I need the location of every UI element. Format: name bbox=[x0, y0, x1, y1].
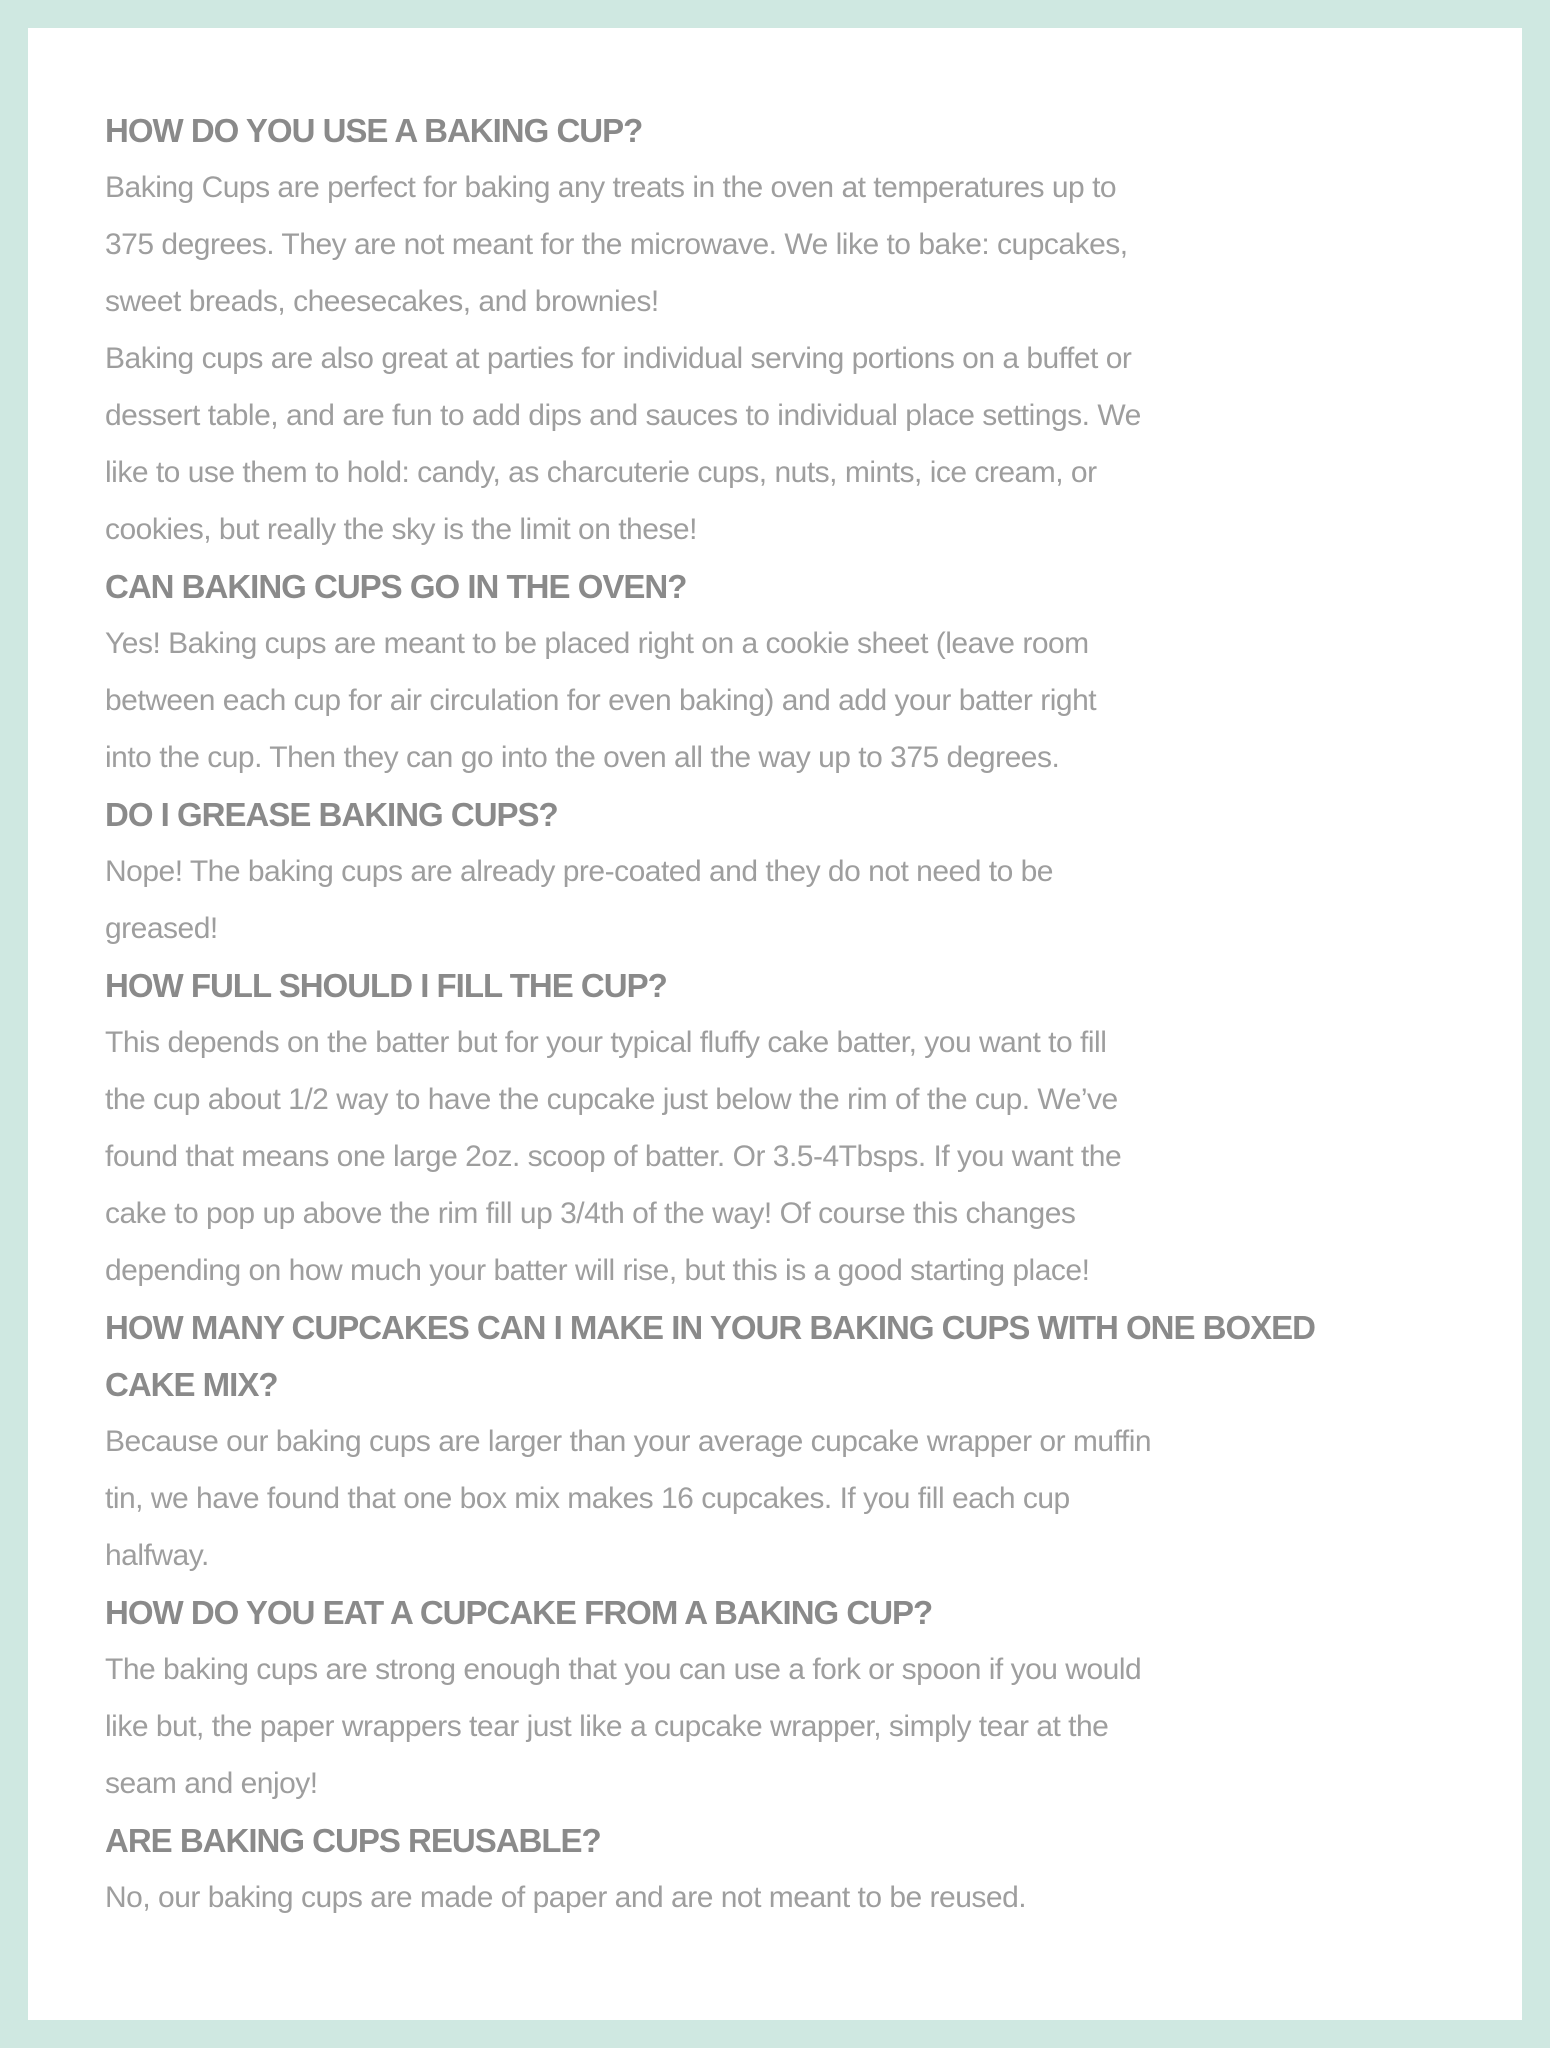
faq-question: ARE BAKING CUPS REUSABLE? bbox=[105, 1822, 601, 1859]
faq-item bbox=[105, 957, 1492, 1299]
faq-item bbox=[105, 1584, 1492, 1812]
faq-page bbox=[28, 28, 1522, 2020]
faq-answer: Baking Cups are perfect for baking any treats in the oven at temperatures up to 375 degrees. They are not meant for the microwave. We like to bake: cupcakes, sweet breads, cheesecakes, and brownies! bbox=[105, 171, 1128, 318]
faq-answer: Nope! The baking cups are already pre-coated and they do not need to be greased! bbox=[105, 855, 1053, 945]
faq-answer: The baking cups are strong enough that you can use a fork or spoon if you would like but, the paper wrappers tear just like a cupcake wrapper, simply tear at the seam and enjoy! bbox=[105, 1653, 1142, 1800]
faq-item bbox=[105, 558, 1492, 786]
faq-question: HOW MANY CUPCAKES CAN I MAKE IN YOUR BAKING CUPS WITH ONE BOXED CAKE MIX? bbox=[105, 1309, 1316, 1403]
faq-question: HOW DO YOU USE A BAKING CUP? bbox=[105, 112, 643, 149]
faq-question: DO I GREASE BAKING CUPS? bbox=[105, 796, 558, 833]
faq-item bbox=[105, 102, 1492, 558]
faq-question: HOW FULL SHOULD I FILL THE CUP? bbox=[105, 967, 667, 1004]
faq-question: HOW DO YOU EAT A CUPCAKE FROM A BAKING CUP? bbox=[105, 1594, 933, 1631]
faq-answer: No, our baking cups are made of paper and are not meant to be reused. bbox=[105, 1881, 1027, 1914]
faq-answer: Because our baking cups are larger than your average cupcake wrapper or muffin tin, we have found that one box mix makes 16 cupcakes. If you fill each cup halfway. bbox=[105, 1425, 1152, 1572]
faq-item bbox=[105, 1812, 1492, 1926]
faq-answer: Baking cups are also great at parties for individual serving portions on a buffet or dessert table, and are fun to add dips and sauces to individual place settings. We like to use them to hold: candy, as charcuterie cups, nuts, mints, ice cream, or cookies, but really the sky is the limit on these! bbox=[105, 342, 1141, 546]
faq-item bbox=[105, 786, 1492, 957]
faq-answer: This depends on the batter but for your typical fluffy cake batter, you want to fill the cup about 1/2 way to have the cupcake just below the rim of the cup. We’ve found that means one large 2oz. scoop of batter. Or 3.5-4Tbsps. If you want the cake to pop up above the rim fill up 3/4th of the way! Of course this changes depending on how much your batter will rise, but this is a good starting place! bbox=[105, 1026, 1122, 1287]
faq-item bbox=[105, 1299, 1492, 1584]
faq-answer: Yes! Baking cups are meant to be placed right on a cookie sheet (leave room between each cup for air circulation for even baking) and add your batter right into the cup. Then they can go into the oven all the way up to 375 degrees. bbox=[105, 627, 1097, 774]
faq-content bbox=[28, 28, 1522, 1926]
faq-question: CAN BAKING CUPS GO IN THE OVEN? bbox=[105, 568, 687, 605]
